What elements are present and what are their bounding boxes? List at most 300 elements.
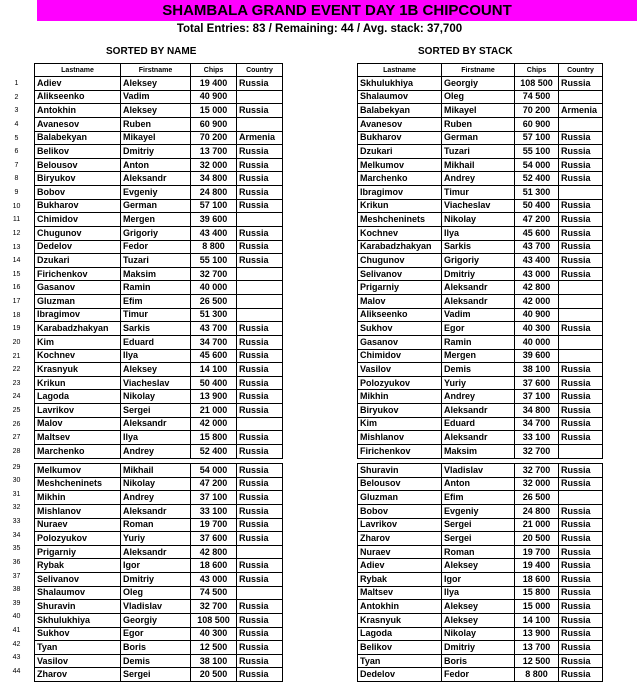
chips-cell: 57 100 [515, 131, 559, 145]
firstname-cell: Ramin [121, 281, 191, 295]
sorted-by-name-table-continued [34, 463, 283, 682]
firstname-cell: Dmitriy [442, 267, 515, 281]
country-cell: Russia [559, 158, 603, 172]
chips-cell: 15 800 [191, 431, 237, 445]
country-cell [559, 117, 603, 131]
lastname-cell: Belikov [358, 641, 442, 655]
firstname-cell: Andrey [442, 390, 515, 404]
table-row [35, 559, 283, 573]
lastname-cell: Gluzman [35, 295, 121, 309]
chips-header: Chips [191, 64, 237, 77]
row-number: 37 [12, 572, 21, 580]
sorted-by-stack-table-continued [357, 463, 603, 682]
firstname-cell: Igor [121, 559, 191, 573]
firstname-cell: Evgeniy [442, 504, 515, 518]
country-cell: Russia [559, 559, 603, 573]
row-number: 44 [12, 667, 21, 675]
row-number: 22 [12, 366, 21, 374]
chips-cell: 26 500 [191, 295, 237, 309]
lastname-cell: Sukhov [358, 322, 442, 336]
page-title: SHAMBALA GRAND EVENT DAY 1B CHIPCOUNT [37, 0, 637, 21]
chips-cell: 52 400 [191, 444, 237, 458]
country-cell: Russia [559, 145, 603, 159]
table-row [35, 600, 283, 614]
country-cell: Russia [237, 376, 283, 390]
table-row [35, 322, 283, 336]
chips-cell: 40 900 [191, 90, 237, 104]
firstname-cell: Efim [121, 295, 191, 309]
chips-cell: 37 600 [191, 532, 237, 546]
firstname-cell: Mikayel [442, 104, 515, 118]
table-row [358, 308, 603, 322]
firstname-cell: Boris [442, 654, 515, 668]
country-cell: Russia [559, 600, 603, 614]
country-cell: Russia [559, 654, 603, 668]
firstname-cell: Aleksey [442, 559, 515, 573]
table-row [35, 654, 283, 668]
table-row [358, 404, 603, 418]
firstname-cell: Maksim [442, 444, 515, 458]
firstname-header: Firstname [442, 64, 515, 77]
row-number: 39 [12, 599, 21, 607]
firstname-cell: Maksim [121, 267, 191, 281]
firstname-cell: Viacheslav [442, 199, 515, 213]
firstname-cell: Mergen [442, 349, 515, 363]
lastname-cell: Belousov [358, 477, 442, 491]
chips-cell: 15 800 [515, 586, 559, 600]
table-row [35, 363, 283, 377]
country-cell: Russia [559, 504, 603, 518]
chips-cell: 70 200 [191, 131, 237, 145]
lastname-cell: Dzukari [35, 254, 121, 268]
lastname-cell: Marchenko [35, 444, 121, 458]
country-cell: Russia [237, 491, 283, 505]
lastname-cell: Zharov [35, 668, 121, 682]
chips-cell: 37 100 [515, 390, 559, 404]
country-cell: Russia [237, 335, 283, 349]
chips-cell: 18 600 [515, 573, 559, 587]
chips-cell: 43 000 [191, 573, 237, 587]
firstname-cell: Demis [442, 363, 515, 377]
table-row [358, 417, 603, 431]
lastname-cell: Mikhin [358, 390, 442, 404]
chips-cell: 50 400 [515, 199, 559, 213]
table-row [358, 199, 603, 213]
chips-cell: 108 500 [515, 77, 559, 91]
lastname-header: Lastname [358, 64, 442, 77]
lastname-cell: Balabekyan [35, 131, 121, 145]
table-row [35, 267, 283, 281]
row-number: 9 [14, 189, 19, 196]
lastname-cell: Ibragimov [358, 186, 442, 200]
table-row [35, 213, 283, 227]
firstname-cell: Aleksandr [442, 431, 515, 445]
country-cell: Russia [237, 77, 283, 91]
chips-cell: 51 300 [191, 308, 237, 322]
chips-cell: 32 700 [191, 267, 237, 281]
lastname-cell: Mikhin [35, 491, 121, 505]
row-number: 34 [12, 531, 21, 539]
country-cell: Russia [237, 654, 283, 668]
chips-cell: 33 100 [191, 504, 237, 518]
lastname-cell: Maltsev [358, 586, 442, 600]
row-number: 30 [12, 477, 21, 485]
row-number: 24 [12, 393, 21, 401]
country-cell: Russia [237, 186, 283, 200]
country-cell: Russia [559, 363, 603, 377]
chips-cell: 18 600 [191, 559, 237, 573]
country-cell: Armenia [237, 131, 283, 145]
table-row [35, 491, 283, 505]
lastname-cell: Skhulukhiya [358, 77, 442, 91]
lastname-cell: Avanesov [358, 117, 442, 131]
firstname-cell: Roman [121, 518, 191, 532]
table-row [358, 77, 603, 91]
chips-cell: 43 700 [515, 240, 559, 254]
table-row [358, 295, 603, 309]
row-number: 23 [12, 379, 21, 387]
firstname-cell: Yuriy [442, 376, 515, 390]
chips-cell: 42 800 [515, 281, 559, 295]
table-header-row [358, 64, 603, 77]
lastname-cell: Melkumov [358, 158, 442, 172]
firstname-cell: Demis [121, 654, 191, 668]
country-cell: Russia [237, 641, 283, 655]
lastname-cell: Firichenkov [35, 267, 121, 281]
firstname-cell: Mikhail [442, 158, 515, 172]
table-row [358, 654, 603, 668]
country-cell [559, 335, 603, 349]
firstname-cell: Sergei [442, 518, 515, 532]
country-cell: Russia [559, 213, 603, 227]
table-row [358, 376, 603, 390]
country-cell: Russia [237, 199, 283, 213]
lastname-cell: Belikov [35, 145, 121, 159]
country-cell: Russia [237, 145, 283, 159]
country-cell: Russia [237, 431, 283, 445]
country-cell: Russia [237, 600, 283, 614]
row-number: 33 [12, 518, 21, 525]
chips-cell: 15 000 [191, 104, 237, 118]
lastname-cell: Dzukari [358, 145, 442, 159]
country-cell: Russia [559, 518, 603, 532]
lastname-cell: Krasnyuk [35, 363, 121, 377]
firstname-cell: Grigoriy [442, 254, 515, 268]
table-row [35, 431, 283, 445]
lastname-cell: Lavrikov [358, 518, 442, 532]
chips-cell: 47 200 [191, 477, 237, 491]
chips-cell: 13 700 [515, 641, 559, 655]
lastname-cell: Balabekyan [358, 104, 442, 118]
row-number: 31 [12, 490, 21, 498]
lastname-cell: Zharov [358, 532, 442, 546]
table-row [35, 199, 283, 213]
lastname-cell: Mishlanov [35, 504, 121, 518]
country-cell: Russia [559, 77, 603, 91]
chips-cell: 74 500 [515, 90, 559, 104]
table-row [35, 586, 283, 600]
table-row [358, 477, 603, 491]
sorted-by-stack-table [357, 63, 603, 459]
lastname-cell: Nuraev [35, 518, 121, 532]
firstname-cell: Roman [442, 545, 515, 559]
chips-cell: 19 400 [191, 77, 237, 91]
firstname-cell: Yuriy [121, 532, 191, 546]
firstname-cell: Fedor [442, 668, 515, 682]
country-cell [559, 308, 603, 322]
firstname-cell: Mikhail [121, 464, 191, 478]
firstname-cell: Egor [442, 322, 515, 336]
firstname-cell: Dmitriy [121, 573, 191, 587]
chips-cell: 43 400 [191, 226, 237, 240]
table-row [358, 90, 603, 104]
firstname-cell: Mergen [121, 213, 191, 227]
row-number: 41 [12, 627, 21, 634]
chips-cell: 51 300 [515, 186, 559, 200]
lastname-cell: Avanesov [35, 117, 121, 131]
lastname-cell: Dedelov [35, 240, 121, 254]
country-header: Country [559, 64, 603, 77]
country-cell: Russia [559, 267, 603, 281]
table-row [35, 131, 283, 145]
firstname-cell: Aleksandr [442, 281, 515, 295]
lastname-cell: Rybak [35, 559, 121, 573]
chips-cell: 45 600 [515, 226, 559, 240]
lastname-cell: Biryukov [358, 404, 442, 418]
lastname-cell: Tyan [358, 654, 442, 668]
country-cell: Russia [237, 390, 283, 404]
lastname-cell: Dedelov [358, 668, 442, 682]
table-row [358, 145, 603, 159]
chips-cell: 70 200 [515, 104, 559, 118]
country-cell [559, 186, 603, 200]
lastname-cell: Kim [358, 417, 442, 431]
table-row [358, 518, 603, 532]
row-number: 10 [12, 202, 21, 210]
chips-cell: 20 500 [191, 668, 237, 682]
firstname-cell: Nikolay [442, 213, 515, 227]
country-cell: Russia [237, 404, 283, 418]
table-row [35, 77, 283, 91]
country-cell: Russia [559, 240, 603, 254]
firstname-cell: Aleksey [121, 104, 191, 118]
chips-cell: 38 100 [515, 363, 559, 377]
country-cell: Russia [237, 518, 283, 532]
firstname-cell: Timur [442, 186, 515, 200]
table-row [358, 158, 603, 172]
firstname-cell: Dmitriy [121, 145, 191, 159]
lastname-cell: Alikseenko [35, 90, 121, 104]
lastname-cell: Shuravin [358, 464, 442, 478]
chips-cell: 8 800 [191, 240, 237, 254]
chips-cell: 42 000 [515, 295, 559, 309]
country-cell: Russia [559, 131, 603, 145]
chips-cell: 34 700 [191, 335, 237, 349]
row-number: 35 [12, 545, 21, 553]
country-cell: Russia [559, 390, 603, 404]
chips-cell: 52 400 [515, 172, 559, 186]
lastname-cell: Chimidov [35, 213, 121, 227]
lastname-cell: Sukhov [35, 627, 121, 641]
firstname-cell: Sergei [121, 668, 191, 682]
firstname-cell: Aleksandr [121, 504, 191, 518]
country-cell: Russia [559, 254, 603, 268]
chips-cell: 60 900 [515, 117, 559, 131]
lastname-cell: Karabadzhakyan [358, 240, 442, 254]
lastname-cell: Bobov [35, 186, 121, 200]
firstname-cell: Tuzari [442, 145, 515, 159]
firstname-cell: Vadim [442, 308, 515, 322]
chips-cell: 32 000 [191, 158, 237, 172]
firstname-cell: Nikolay [121, 477, 191, 491]
country-cell: Russia [559, 545, 603, 559]
table-row [35, 295, 283, 309]
table-row [358, 172, 603, 186]
country-cell: Russia [237, 322, 283, 336]
firstname-cell: Ilya [121, 431, 191, 445]
chips-cell: 45 600 [191, 349, 237, 363]
lastname-cell: Vasilov [35, 654, 121, 668]
firstname-cell: Vadim [121, 90, 191, 104]
chips-cell: 26 500 [515, 491, 559, 505]
country-cell: Russia [237, 559, 283, 573]
country-cell: Armenia [559, 104, 603, 118]
chips-cell: 57 100 [191, 199, 237, 213]
firstname-cell: Oleg [442, 90, 515, 104]
row-number: 19 [12, 325, 21, 333]
country-cell: Russia [237, 627, 283, 641]
firstname-cell: Aleksandr [442, 295, 515, 309]
lastname-cell: Bukharov [358, 131, 442, 145]
firstname-cell: Oleg [121, 586, 191, 600]
country-cell: Russia [237, 504, 283, 518]
table-row [35, 404, 283, 418]
chips-cell: 55 100 [515, 145, 559, 159]
firstname-cell: Aleksey [121, 77, 191, 91]
row-number: 43 [12, 654, 21, 662]
chips-cell: 14 100 [515, 613, 559, 627]
lastname-cell: Alikseenko [358, 308, 442, 322]
lastname-cell: Shalaumov [35, 586, 121, 600]
lastname-cell: Selivanov [358, 267, 442, 281]
chips-cell: 34 800 [515, 404, 559, 418]
chips-cell: 33 100 [515, 431, 559, 445]
row-number: 21 [12, 352, 21, 360]
sorted-by-stack-heading: SORTED BY STACK [418, 46, 513, 57]
lastname-cell: Polozyukov [35, 532, 121, 546]
country-cell: Russia [559, 668, 603, 682]
row-number: 17 [12, 298, 21, 305]
row-number: 3 [14, 107, 19, 115]
firstname-cell: Andrey [121, 444, 191, 458]
table-row [358, 627, 603, 641]
row-number: 5 [14, 134, 19, 142]
firstname-cell: Vladislav [442, 464, 515, 478]
lastname-cell: Antokhin [35, 104, 121, 118]
firstname-cell: Aleksandr [442, 404, 515, 418]
row-number: 25 [12, 407, 21, 414]
lastname-cell: Firichenkov [358, 444, 442, 458]
chips-cell: 32 000 [515, 477, 559, 491]
lastname-cell: Prigarniy [35, 545, 121, 559]
table-row [358, 641, 603, 655]
table-row [358, 504, 603, 518]
firstname-cell: Dmitriy [442, 641, 515, 655]
row-number: 7 [14, 161, 19, 169]
table-row [358, 464, 603, 478]
country-cell: Russia [559, 404, 603, 418]
country-cell [559, 90, 603, 104]
lastname-cell: Adiev [358, 559, 442, 573]
lastname-cell: Gasanov [358, 335, 442, 349]
chips-cell: 32 700 [515, 464, 559, 478]
chips-cell: 42 800 [191, 545, 237, 559]
table-row [35, 444, 283, 458]
chips-cell: 39 600 [191, 213, 237, 227]
chips-cell: 14 100 [191, 363, 237, 377]
firstname-cell: Nikolay [442, 627, 515, 641]
chips-cell: 60 900 [191, 117, 237, 131]
lastname-cell: Mishlanov [358, 431, 442, 445]
table-row [35, 172, 283, 186]
firstname-cell: Ruben [121, 117, 191, 131]
chips-cell: 15 000 [515, 600, 559, 614]
country-cell: Russia [237, 226, 283, 240]
country-cell [237, 213, 283, 227]
table-row [35, 90, 283, 104]
firstname-cell: Ilya [442, 226, 515, 240]
lastname-cell: Meshcheninets [358, 213, 442, 227]
country-cell: Russia [237, 464, 283, 478]
chips-cell: 50 400 [191, 376, 237, 390]
row-number: 32 [12, 504, 21, 512]
lastname-cell: Lagoda [358, 627, 442, 641]
row-number: 6 [14, 148, 19, 156]
lastname-cell: Skhulukhiya [35, 613, 121, 627]
table-row [358, 104, 603, 118]
row-number: 29 [12, 463, 21, 471]
country-cell: Russia [237, 532, 283, 546]
firstname-cell: Efim [442, 491, 515, 505]
table-row [35, 308, 283, 322]
lastname-cell: Ibragimov [35, 308, 121, 322]
firstname-cell: Eduard [121, 335, 191, 349]
table-row [35, 376, 283, 390]
row-number: 28 [12, 447, 21, 455]
chips-cell: 43 700 [191, 322, 237, 336]
chips-cell: 55 100 [191, 254, 237, 268]
table-row [35, 390, 283, 404]
chips-cell: 40 000 [191, 281, 237, 295]
firstname-cell: Nikolay [121, 390, 191, 404]
table-row [358, 600, 603, 614]
country-cell [237, 545, 283, 559]
firstname-cell: Eduard [442, 417, 515, 431]
firstname-cell: Boris [121, 641, 191, 655]
lastname-cell: Shalaumov [358, 90, 442, 104]
table-row [358, 322, 603, 336]
chips-cell: 42 000 [191, 417, 237, 431]
lastname-cell: Lavrikov [35, 404, 121, 418]
chips-cell: 40 900 [515, 308, 559, 322]
country-cell [559, 491, 603, 505]
firstname-cell: Georgiy [121, 613, 191, 627]
firstname-cell: Ilya [121, 349, 191, 363]
table-row [358, 390, 603, 404]
chips-cell: 12 500 [515, 654, 559, 668]
country-cell: Russia [237, 444, 283, 458]
lastname-cell: Selivanov [35, 573, 121, 587]
